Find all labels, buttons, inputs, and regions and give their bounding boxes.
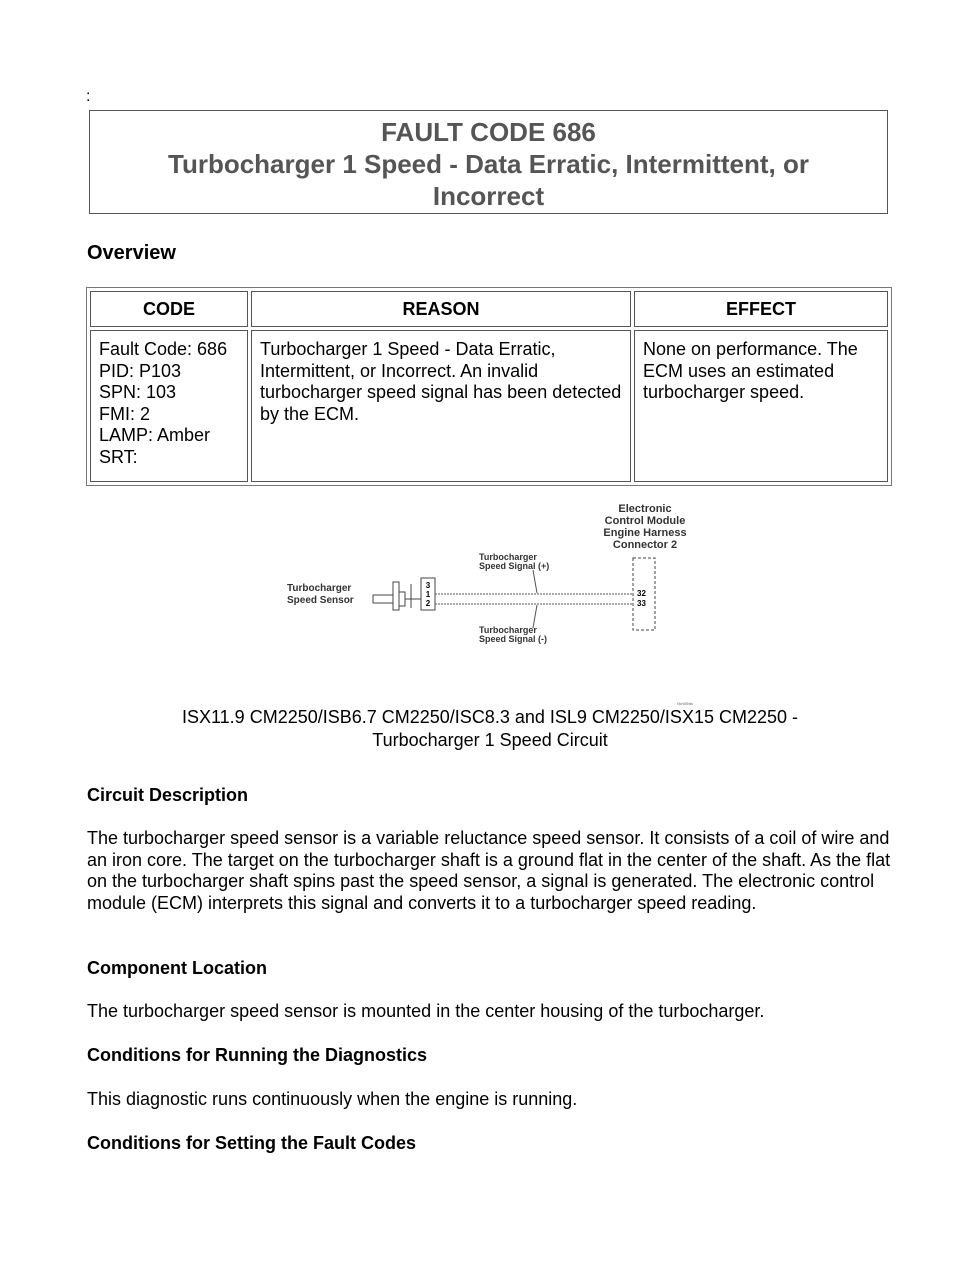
fault-title-box (89, 110, 888, 214)
ecm-label-line-1: Electronic (618, 503, 672, 515)
column-header-effect: EFFECT (634, 291, 888, 327)
code-line-spn: SPN: 103 (99, 382, 177, 402)
column-header-reason: REASON (251, 291, 631, 327)
sensor-label-line-1: Turbocharger (287, 583, 352, 594)
fault-title-description-cont: Incorrect (432, 181, 545, 211)
code-cell (90, 330, 248, 482)
ecm-connector (633, 558, 655, 630)
circuit-diagram (275, 500, 705, 710)
harness-wires (435, 570, 633, 628)
caption-line-1: ISX11.9 CM2250/ISB6.7 CM2250/ISC8.3 and ISL9 CM2250/ISX15 CM2250 - (181, 707, 799, 727)
signal-minus-label-line-1: Turbocharger (479, 625, 537, 635)
figure-id: f4e00hfa (677, 701, 693, 706)
sensor-pin-3: 3 (425, 581, 431, 590)
fault-title-code: FAULT CODE 686 (381, 117, 596, 147)
ecm-pin-33: 33 (637, 599, 646, 608)
sensor-connector (405, 578, 435, 610)
code-line-fault-code: Fault Code: 686 (99, 339, 228, 359)
diagram-caption (90, 706, 890, 752)
ecm-label-line-4: Connector 2 (612, 539, 678, 551)
ecm-pin-32: 32 (637, 589, 646, 598)
ecm-label-line-2: Control Module (604, 515, 686, 527)
table-row (90, 330, 888, 482)
signal-plus-label-line-1: Turbocharger (479, 552, 537, 562)
signal-minus-label-line-2: Speed Signal (-) (479, 634, 548, 644)
speed-sensor-icon (373, 582, 405, 610)
column-header-code: CODE (90, 291, 248, 327)
reason-cell: Turbocharger 1 Speed - Data Erratic, Intermittent, or Incorrect. An invalid turbocharger speed signal has been detected by the ECM. (251, 330, 631, 482)
overview-table (86, 287, 892, 486)
running-conditions-text: This diagnostic runs continuously when the engine is running. (87, 1089, 578, 1109)
code-line-lamp: LAMP: Amber (99, 425, 211, 445)
ecm-label-line-3: Engine Harness (603, 527, 687, 539)
circuit-description-heading: Circuit Description (87, 785, 249, 805)
caption-line-2: Turbocharger 1 Speed Circuit (372, 730, 608, 750)
running-conditions-heading: Conditions for Running the Diagnostics (87, 1045, 427, 1065)
circuit-description-text: The turbocharger speed sensor is a variable reluctance speed sensor. It consists of a coil of wire and an iron core. The target on the turbocharger shaft is a ground flat in the center of the shaft. As the flat on the turbocharger shaft spins past the speed sensor, a signal is generated. The electronic control module (ECM) interprets this signal and converts it to a turbocharger speed reading. (87, 828, 891, 913)
effect-cell: None on performance. The ECM uses an estimated turbocharger speed. (634, 330, 888, 482)
table-header-row (90, 291, 888, 327)
sensor-pin-2: 2 (425, 599, 431, 608)
signal-plus-label-line-2: Speed Signal (+) (479, 561, 550, 571)
setting-conditions-heading: Conditions for Setting the Fault Codes (87, 1133, 416, 1153)
page-prefix: : (86, 88, 91, 105)
sensor-label-line-2: Speed Sensor (287, 595, 354, 606)
overview-heading: Overview (87, 242, 176, 264)
component-location-heading: Component Location (87, 958, 267, 978)
fault-title-description: Turbocharger 1 Speed - Data Erratic, Intermittent, or (168, 149, 809, 179)
code-line-fmi: FMI: 2 (99, 403, 151, 424)
component-location-text: The turbocharger speed sensor is mounted in the center housing of the turbocharger. (87, 1001, 765, 1021)
code-line-pid: PID: P103 (99, 360, 182, 381)
code-line-srt: SRT: (99, 446, 138, 467)
sensor-pin-1: 1 (425, 590, 431, 599)
